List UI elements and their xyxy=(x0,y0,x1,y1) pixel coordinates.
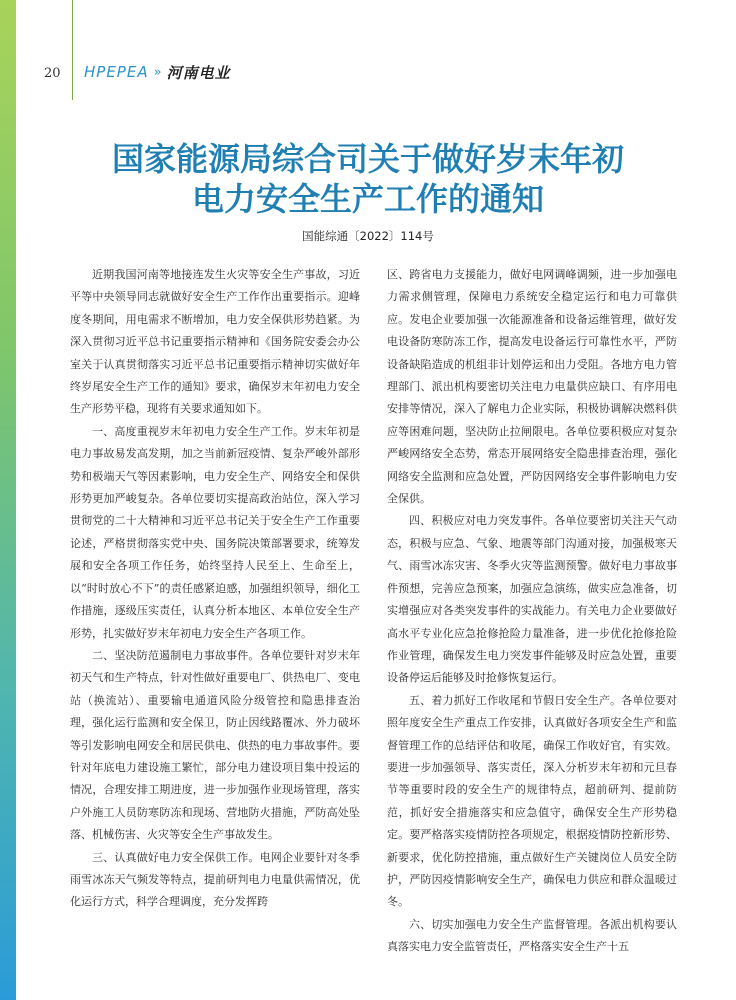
brand-latin-logo: HPEPEA xyxy=(84,63,149,81)
article-title-line-1: 国家能源局综合司关于做好岁末年初 xyxy=(111,140,624,178)
paragraph-continued: 区、跨省电力支援能力，做好电网调峰调频，进一步加强电力需求侧管理，保障电力系统安全稳定运行和电力可靠供应。发电企业要加强一次能源准备和设备运维管理，做好发电设备防寒防冻工作，提高发电设备运行可靠性水平，严防设备缺陷造成的机组非计划停运和出力受阻。各地方电力管理部门、派出机构要密切关注电力电量供应缺口、有序用电安排等情况，深入了解电力企业实际，积极协调解决燃料供应等困难问题，坚决防止拉闸限电。各单位要积极应对复杂严峻网络安全态势，常态开展网络安全隐患排查治理，强化网络安全监测和应急处置，严防因网络安全事件影响电力安全保供。 xyxy=(387,268,677,506)
page-number: 20 xyxy=(44,66,61,81)
paragraph: 一、高度重视岁末年初电力安全生产工作。岁末年初是电力事故易发高发期，加之当前新冠疫情、复杂严峻外部形势和极端天气等因素影响，电力安全生产、网络安全和保供形势更加严峻复杂。各单位要切实提高政治站位，深入学习贯彻党的二十大精神和习近平总书记关于安全生产工作重要论述，严格贯彻落实党中央、国务院决策部署要求，统筹发展和安全各项工作任务，始终坚持人民至上、生命至上，以“时时放心不下”的责任感紧迫感，加强组织领导，细化工作措施，逐级压实责任，认真分析本地区、本单位安全生产形势，扎实做好岁末年初电力安全生产各项工作。 xyxy=(70,424,360,640)
paragraph: 三、认真做好电力安全保供工作。电网企业要针对冬季雨雪冰冻天气频发等特点，提前研判电力电量供需情况，优化运行方式，科学合理调度，充分发挥跨 xyxy=(70,850,360,909)
double-arrow-icon: » xyxy=(153,64,162,80)
paragraph: 近期我国河南等地接连发生火灾等安全生产事故，习近平等中央领导同志就做好安全生产工作作出重要指示。迎峰度冬期间，用电需求不断增加，电力安全保供形势趋紧。为深入贯彻习近平总书记重要指示精神和《国务院安委会办公室关于认真贯彻落实习近平总书记重要指示精神切实做好年终岁尾安全生产工作的通知》要求，确保岁末年初电力安全生产形势平稳，现将有关要求通知如下。 xyxy=(70,268,360,416)
paragraph: 二、坚决防范遏制电力事故事件。各单位要针对岁末年初天气和生产特点，针对性做好重要电厂、供热电厂、变电站（换流站）、重要输电通道风险分级管控和隐患排查治理，强化运行监测和安全保卫，防止因线路覆冰、外力破坏等引发影响电网安全和居民供电、供热的电力事故事件。要针对年底电力建设施工繁忙，部分电力建设项目集中投运的情况，合理安排工期进度，进一步加强作业现场管理，落实户外施工人员防寒防冻和现场、营地防火措施，严防高处坠落、机械伤害、火灾等安全生产事故发生。 xyxy=(70,648,360,842)
left-text-column xyxy=(70,264,360,984)
brand-chinese-name: 河南电业 xyxy=(166,63,231,82)
right-text-column xyxy=(387,264,677,984)
article-title-line-2: 电力安全生产工作的通知 xyxy=(191,180,544,218)
paragraph: 四、积极应对电力突发事件。各单位要密切关注天气动态，积极与应急、气象、地震等部门沟通对接，加强极寒天气、雨雪冰冻灾害、冬季火灾等监测预警。做好电力事故事件预想，完善应急预案，加强应急演练，做实应急准备，切实增强应对各类突发事件的实战能力。有关电力企业要做好高水平专业化应急抢修抢险力量准备，进一步优化抢修抢险作业管理，确保发生电力突发事件能够及时应急处置，重要设备停运后能够及时抢修恢复运行。 xyxy=(387,514,677,685)
paragraph: 六、切实加强电力安全生产监督管理。各派出机构要认真落实电力安全监管责任，严格落实安全生产十五 xyxy=(387,917,677,954)
paragraph: 五、着力抓好工作收尾和节假日安全生产。各单位要对照年度安全生产重点工作安排，认真做好各项安全生产和监督管理工作的总结评估和收尾，确保工作收好官，有实效。要进一步加强领导、落实责任，深入分析岁末年初和元旦春节等重要时段的安全生产的规律特点，超前研判、提前防范，抓好安全措施落实和应急值守，确保安全生产形势稳定。要严格落实疫情防控各项规定，根据疫情防控新形势、新要求，优化防控措施，重点做好生产关键岗位人员安全防护，严防因疫情影响安全生产，确保电力供应和群众温暖过冬。 xyxy=(387,693,677,909)
magazine-brand xyxy=(84,62,231,82)
document-number: 国能综通〔2022〕114号 xyxy=(302,229,434,243)
header-divider xyxy=(72,0,73,100)
